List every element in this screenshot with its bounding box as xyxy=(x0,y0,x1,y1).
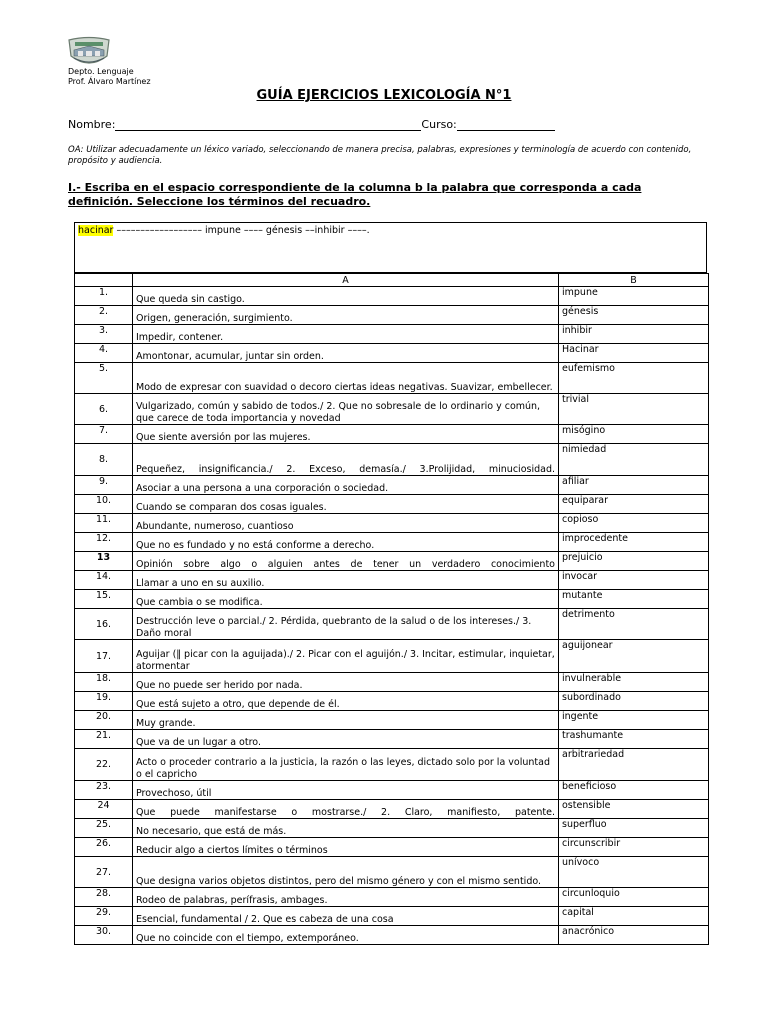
row-definition: Opinión sobre algo o alguien antes de tener un verdadero conocimiento xyxy=(133,552,559,571)
row-number: 28. xyxy=(75,888,133,907)
row-definition: Que va de un lugar a otro. xyxy=(133,730,559,749)
row-number: 27. xyxy=(75,857,133,888)
row-definition: Asociar a una persona a una corporación o sociedad. xyxy=(133,476,559,495)
student-info-line xyxy=(68,118,555,131)
course-blank[interactable] xyxy=(457,119,555,131)
row-definition: Amontonar, acumular, juntar sin orden. xyxy=(133,344,559,363)
table-row xyxy=(75,533,709,552)
row-number: 19. xyxy=(75,692,133,711)
row-definition: Que no coincide con el tiempo, extemporáneo. xyxy=(133,926,559,945)
row-answer[interactable]: inhibir xyxy=(559,325,709,344)
row-number: 20. xyxy=(75,711,133,730)
table-row xyxy=(75,495,709,514)
row-answer[interactable]: misógino xyxy=(559,425,709,444)
row-answer[interactable]: invocar xyxy=(559,571,709,590)
row-number: 17. xyxy=(75,640,133,673)
table-row xyxy=(75,781,709,800)
row-answer[interactable]: improcedente xyxy=(559,533,709,552)
row-definition: No necesario, que está de más. xyxy=(133,819,559,838)
row-number: 7. xyxy=(75,425,133,444)
row-answer[interactable]: circunscribir xyxy=(559,838,709,857)
row-answer[interactable]: nimiedad xyxy=(559,444,709,476)
row-number: 23. xyxy=(75,781,133,800)
column-header-a: A xyxy=(133,274,559,287)
row-number: 30. xyxy=(75,926,133,945)
table-row xyxy=(75,857,709,888)
row-definition: Abundante, numeroso, cuantioso xyxy=(133,514,559,533)
row-number: 3. xyxy=(75,325,133,344)
row-definition: Que siente aversión por las mujeres. xyxy=(133,425,559,444)
row-number: 6. xyxy=(75,394,133,425)
row-number: 16. xyxy=(75,609,133,640)
row-definition: Acto o proceder contrario a la justicia, la razón o las leyes, dictado solo por la voluntad o el capricho xyxy=(133,749,559,781)
row-definition: Que no es fundado y no está conforme a derecho. xyxy=(133,533,559,552)
column-header-number xyxy=(75,274,133,287)
row-definition: Que designa varios objetos distintos, pero del mismo género y con el mismo sentido. xyxy=(133,857,559,888)
table-row xyxy=(75,749,709,781)
row-definition: Impedir, contener. xyxy=(133,325,559,344)
table-row xyxy=(75,552,709,571)
row-definition: Que puede manifestarse o mostrarse./ 2. Claro, manifiesto, patente. xyxy=(133,800,559,819)
row-number: 4. xyxy=(75,344,133,363)
column-header-b: B xyxy=(559,274,709,287)
exercise-table xyxy=(74,273,709,945)
row-answer[interactable]: beneficioso xyxy=(559,781,709,800)
row-definition: Origen, generación, surgimiento. xyxy=(133,306,559,325)
table-row xyxy=(75,609,709,640)
table-row xyxy=(75,590,709,609)
table-row xyxy=(75,926,709,945)
row-definition: Modo de expresar con suavidad o decoro ciertas ideas negativas. Suavizar, embellecer. xyxy=(133,363,559,394)
row-answer[interactable]: aguijonear xyxy=(559,640,709,673)
row-number: 9. xyxy=(75,476,133,495)
row-answer[interactable]: invulnerable xyxy=(559,673,709,692)
table-row xyxy=(75,838,709,857)
row-answer[interactable]: prejuicio xyxy=(559,552,709,571)
row-definition: Llamar a uno en su auxilio. xyxy=(133,571,559,590)
row-answer[interactable]: eufemismo xyxy=(559,363,709,394)
row-number: 29. xyxy=(75,907,133,926)
row-answer[interactable]: detrimento xyxy=(559,609,709,640)
row-answer[interactable]: copioso xyxy=(559,514,709,533)
row-number: 13 xyxy=(75,552,133,571)
table-row xyxy=(75,325,709,344)
row-answer[interactable]: ostensible xyxy=(559,800,709,819)
row-number: 15. xyxy=(75,590,133,609)
row-answer[interactable]: trivial xyxy=(559,394,709,425)
table-row xyxy=(75,819,709,838)
table-row xyxy=(75,444,709,476)
course-label: Curso: xyxy=(421,118,457,131)
row-definition: Que está sujeto a otro, que depende de él. xyxy=(133,692,559,711)
name-label: Nombre: xyxy=(68,118,116,131)
page-title: GUÍA EJERCICIOS LEXICOLOGÍA N°1 xyxy=(256,88,512,103)
row-definition: Vulgarizado, común y sabido de todos./ 2. Que no sobresale de lo ordinario y común, que carece de toda importancia y novedad xyxy=(133,394,559,425)
row-definition: Que cambia o se modifica. xyxy=(133,590,559,609)
row-answer[interactable]: mutante xyxy=(559,590,709,609)
row-number: 21. xyxy=(75,730,133,749)
row-answer[interactable]: circunloquio xyxy=(559,888,709,907)
table-row xyxy=(75,363,709,394)
row-definition: Muy grande. xyxy=(133,711,559,730)
row-answer[interactable]: unívoco xyxy=(559,857,709,888)
row-number: 10. xyxy=(75,495,133,514)
row-answer[interactable]: génesis xyxy=(559,306,709,325)
row-definition: Reducir algo a ciertos límites o términos xyxy=(133,838,559,857)
word-box xyxy=(74,222,707,273)
row-answer[interactable]: afiliar xyxy=(559,476,709,495)
department: Depto. Lenguaje xyxy=(68,67,134,76)
table-row xyxy=(75,640,709,673)
table-row xyxy=(75,514,709,533)
table-row xyxy=(75,394,709,425)
teacher: Prof. Álvaro Martínez xyxy=(68,77,151,86)
table-row xyxy=(75,730,709,749)
table-row xyxy=(75,692,709,711)
row-number: 1. xyxy=(75,287,133,306)
row-number: 8. xyxy=(75,444,133,476)
row-definition: Destrucción leve o parcial./ 2. Pérdida, quebranto de la salud o de los intereses./ 3. Daño moral xyxy=(133,609,559,640)
row-definition: Aguijar (‖ picar con la aguijada)./ 2. Picar con el aguijón./ 3. Incitar, estimular, inquietar, atormentar xyxy=(133,640,559,673)
table-row xyxy=(75,673,709,692)
row-answer[interactable]: subordinado xyxy=(559,692,709,711)
row-definition: Pequeñez, insignificancia./ 2. Exceso, demasía./ 3.Prolijidad, minuciosidad. xyxy=(133,444,559,476)
word-list: –––––––––––––––––– impune –––– génesis ––inhibir ––––. xyxy=(113,225,370,236)
row-number: 24 xyxy=(75,800,133,819)
table-row xyxy=(75,287,709,306)
table-row xyxy=(75,800,709,819)
row-definition: Rodeo de palabras, perífrasis, ambages. xyxy=(133,888,559,907)
row-definition: Provechoso, útil xyxy=(133,781,559,800)
table-row xyxy=(75,571,709,590)
table-row xyxy=(75,344,709,363)
row-number: 2. xyxy=(75,306,133,325)
row-answer[interactable]: anacrónico xyxy=(559,926,709,945)
instruction: I.- Escriba en el espacio correspondiente de la columna b la palabra que corresponda a cada definición. Seleccione los términos del recuadro. xyxy=(68,181,642,208)
table-row xyxy=(75,476,709,495)
header-info xyxy=(68,67,151,87)
row-number: 22. xyxy=(75,749,133,781)
row-number: 5. xyxy=(75,363,133,394)
row-definition: Que queda sin castigo. xyxy=(133,287,559,306)
row-number: 11. xyxy=(75,514,133,533)
table-row xyxy=(75,711,709,730)
row-definition: Esencial, fundamental / 2. Que es cabeza de una cosa xyxy=(133,907,559,926)
table-row xyxy=(75,306,709,325)
row-definition: Cuando se comparan dos cosas iguales. xyxy=(133,495,559,514)
row-answer[interactable]: superfluo xyxy=(559,819,709,838)
row-answer[interactable]: equiparar xyxy=(559,495,709,514)
row-number: 18. xyxy=(75,673,133,692)
row-number: 26. xyxy=(75,838,133,857)
row-answer[interactable]: trashumante xyxy=(559,730,709,749)
table-row xyxy=(75,907,709,926)
school-crest-logo xyxy=(66,36,112,68)
row-definition: Que no puede ser herido por nada. xyxy=(133,673,559,692)
row-answer[interactable]: ingente xyxy=(559,711,709,730)
row-number: 12. xyxy=(75,533,133,552)
row-answer[interactable]: arbitrariedad xyxy=(559,749,709,781)
highlighted-word: hacinar xyxy=(78,225,114,236)
row-number: 25. xyxy=(75,819,133,838)
row-answer[interactable]: impune xyxy=(559,287,709,306)
name-blank[interactable] xyxy=(115,119,421,131)
row-answer[interactable]: capital xyxy=(559,907,709,926)
row-answer[interactable]: Hacinar xyxy=(559,344,709,363)
table-row xyxy=(75,425,709,444)
learning-objective: OA: Utilizar adecuadamente un léxico variado, seleccionando de manera precisa, palabras, expresiones y terminología de acuerdo con contenido, propósito y audiencia. xyxy=(68,145,692,166)
row-number: 14. xyxy=(75,571,133,590)
table-row xyxy=(75,888,709,907)
